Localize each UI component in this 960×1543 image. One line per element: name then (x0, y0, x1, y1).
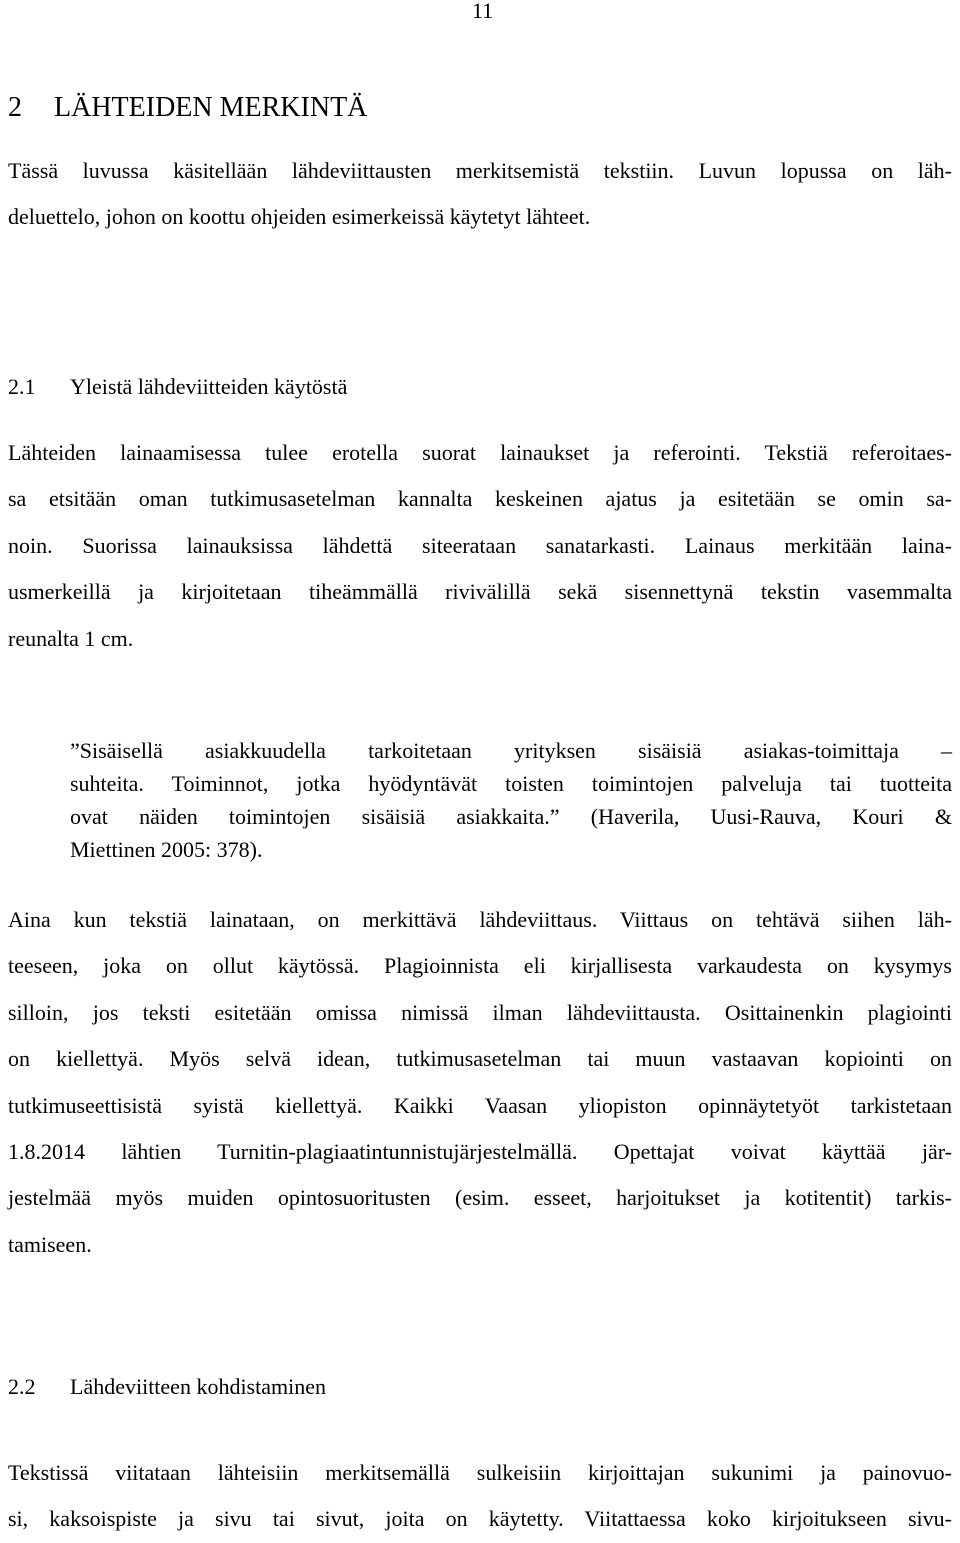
text-line: reunalta 1 cm. (8, 625, 134, 651)
text-line: noin. Suorissa lainauksissa lähdettä siteerataan sanatarkasti. Lainaus merkitään laina- (8, 532, 952, 558)
text-line: usmerkeillä ja kirjoitetaan tiheämmällä rivivälillä sekä sisennettynä tekstin vasemmalta (8, 579, 952, 605)
chapter-heading (8, 88, 367, 128)
chapter-number: 2 (8, 92, 22, 123)
quote-line: Miettinen 2005: 378). (70, 837, 263, 862)
text-line: on kiellettyä. Myös selvä idean, tutkimusasetelman tai muun vastaavan kopiointi on (8, 1046, 952, 1072)
section-heading-2-2 (8, 1371, 326, 1403)
text-line: tutkimuseettisistä syistä kiellettyä. Kaikki Vaasan yliopiston opinnäytetyöt tarkistetaan (8, 1092, 952, 1118)
text-line: deluettelo, johon on koottu ohjeiden esimerkeissä käytetyt lähteet. (8, 204, 591, 230)
quote-line: ovat näiden toimintojen sisäisiä asiakkaita.” (Haverila, Uusi-Rauva, Kouri & (70, 804, 952, 829)
section-number: 2.1 (8, 374, 36, 399)
text-line: sa etsitään oman tutkimusasetelman kannalta keskeinen ajatus ja esitetään se omin sa- (8, 486, 952, 512)
text-line: si, kaksoispiste ja sivu tai sivut, joita on käytetty. Viitattaessa koko kirjoitukseen sivu- (8, 1506, 952, 1532)
text-line: jestelmää myös muiden opintosuoritusten (esim. esseet, harjoitukset ja kotitentit) tarkis- (8, 1185, 952, 1211)
block-quote (70, 734, 952, 866)
text-line: Tekstissä viitataan lähteisiin merkitsemällä sulkeisiin kirjoittajan sukunimi ja painovuo- (8, 1460, 952, 1485)
page-number: 11 (472, 0, 494, 23)
quote-line: suhteita. Toiminnot, jotka hyödyntävät toisten toimintojen palveluja tai tuotteita (70, 771, 952, 796)
chapter-title: LÄHTEIDEN MERKINTÄ (54, 92, 368, 123)
section-2-2-paragraph-1 (8, 1450, 952, 1543)
text-line: silloin, jos teksti esitetään omissa nimissä ilman lähdeviittausta. Osittainenkin plagiointi (8, 999, 952, 1025)
section-heading-2-1 (8, 371, 347, 403)
section-title: Yleistä lähdeviitteiden käytöstä (70, 374, 348, 399)
section-title: Lähdeviitteen kohdistaminen (70, 1374, 326, 1399)
text-line: 1.8.2014 lähtien Turnitin-plagiaatintunnistujärjestelmällä. Opettajat voivat käyttää jär- (8, 1139, 952, 1165)
text-line: teeseen, joka on ollut käytössä. Plagioinnista eli kirjallisesta varkaudesta on kysymys (8, 953, 952, 979)
text-line: tamiseen. (8, 1231, 92, 1257)
chapter-intro-paragraph (8, 148, 952, 241)
text-line: Tässä luvussa käsitellään lähdeviittausten merkitsemistä tekstiin. Luvun lopussa on läh- (8, 158, 952, 183)
text-line: Aina kun tekstiä lainataan, on merkittävä lähdeviittaus. Viittaus on tehtävä siihen läh- (8, 907, 952, 932)
section-number: 2.2 (8, 1374, 36, 1399)
section-2-1-paragraph-2 (8, 897, 952, 1268)
quote-line: ”Sisäisellä asiakkuudella tarkoitetaan yrityksen sisäisiä asiakas-toimittaja – (70, 738, 952, 763)
section-2-1-paragraph-1 (8, 430, 952, 662)
text-line: Lähteiden lainaamisessa tulee erotella suorat lainaukset ja referointi. Tekstiä referoitaes- (8, 440, 952, 465)
